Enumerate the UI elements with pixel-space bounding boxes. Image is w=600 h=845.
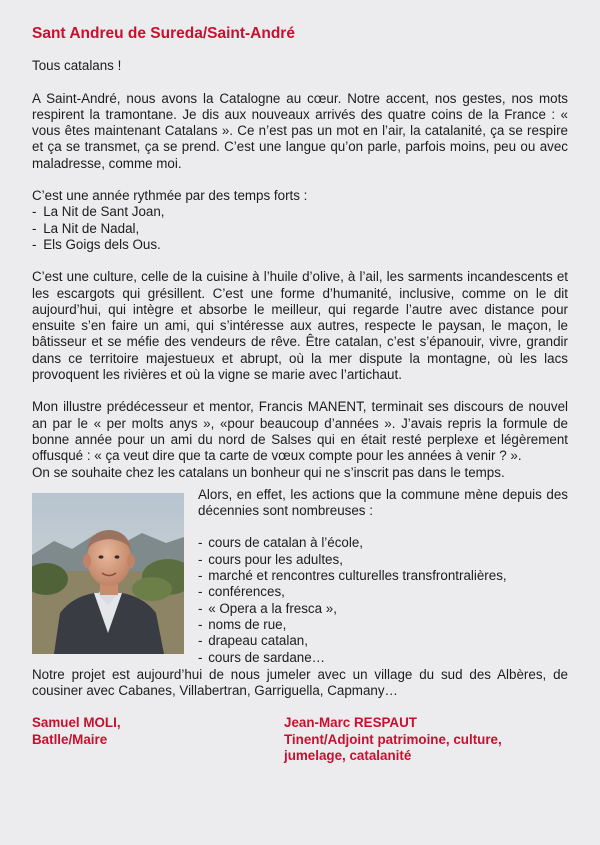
list-item: - cours de catalan à l’école, [198, 535, 568, 551]
signature-role: Batlle/Maire [32, 731, 108, 747]
list-item: - La Nit de Sant Joan, [32, 204, 568, 220]
list-item: - cours pour les adultes, [198, 552, 568, 568]
actions-list [198, 535, 568, 665]
paragraph-7: Notre projet est aujourd’hui de nous jumeler avec un village du sud des Albères, de cousiner avec Cabanes, Villabertran, Garriguella, Capmany… [32, 666, 568, 699]
signature-role: jumelage, catalanité [284, 748, 412, 764]
signature-name: Samuel MOLI, [32, 715, 121, 731]
list-item: - Els Goigs dels Ous. [32, 237, 568, 253]
signature-mayor [32, 715, 284, 764]
list-item: - drapeau catalan, [198, 633, 568, 649]
list-item: - marché et rencontres culturelles transfrontralières, [198, 568, 568, 584]
list-item: - cours de sardane… [198, 650, 568, 666]
paragraph-3: C’est une culture, celle de la cuisine à l’huile d’olive, à l’ail, les sarments incandescents et les escargots qui grésillent. C’est une forme d’humanité, inclusive, comme on le dit aujourd’hui, qui intègre et absorbe le meilleur, qui regarde l’autre avec distance pour ensuite s’en faire un ami, qui s’intéresse aux autres, respecte le paysan, le maçon, le bâtisseur et se méfie des vendeurs de rêve. Être catalan, c’est s’épanouir, vivre, grandir dans ce territoire majestueux et abrupt, où la mer dispute la montagne, où les lacs provoquent les rivières et où la vigne se marie avec l’artichaut. [32, 269, 568, 383]
signature-deputy [284, 715, 568, 764]
signature-name: Jean-Marc RESPAUT [284, 715, 417, 731]
photo-and-actions [32, 487, 568, 667]
list-item: - noms de rue, [198, 617, 568, 633]
paragraph-4: Mon illustre prédécesseur et mentor, Francis MANENT, terminait ses discours de nouvel an par le « per molts anys », «pour beaucoup d’années ». J’avais repris la formule de bonne année pour un ami du nord de Salses qui en était resté perplexe et légèrement offusqué : « ça veut dire que ta carte de vœux compte pour les années à venir ? ». [32, 399, 568, 464]
paragraph-5: On se souhaite chez les catalans un bonheur qui ne s’inscrit pas dans le temps. [32, 464, 505, 480]
portrait-image [32, 493, 184, 654]
portrait-photo [32, 493, 184, 654]
paragraph-1: A Saint-André, nous avons la Catalogne au cœur. Notre accent, nos gestes, nos mots respirent la tramontane. Je dis aux nouveaux arrivés des quatre coins de la France : « vous êtes maintenant Catalans ». Ce n’est pas un mot en l’air, la catalanité, ça se respire et ça se transmet, ça se prend. C’est une langue qu’on parle, parfois moins, peu ou avec maladresse, comme moi. [32, 90, 568, 171]
paragraph-6: Alors, en effet, les actions que la commune mène depuis des décennies sont nombreuses : [198, 486, 568, 519]
greeting: Tous catalans ! [32, 58, 122, 74]
page-title: Sant Andreu de Sureda/Saint-André [32, 25, 295, 42]
events-list [32, 204, 568, 253]
signature-role: Tinent/Adjoint patrimoine, culture, [284, 731, 502, 747]
signatures [32, 715, 568, 764]
list-item: - La Nit de Nadal, [32, 221, 568, 237]
list-item: - « Opera a la fresca », [198, 601, 568, 617]
list-item: - conférences, [198, 584, 568, 600]
paragraph-2-intro: C’est une année rythmée par des temps forts : [32, 188, 308, 204]
actions-column [198, 487, 568, 666]
